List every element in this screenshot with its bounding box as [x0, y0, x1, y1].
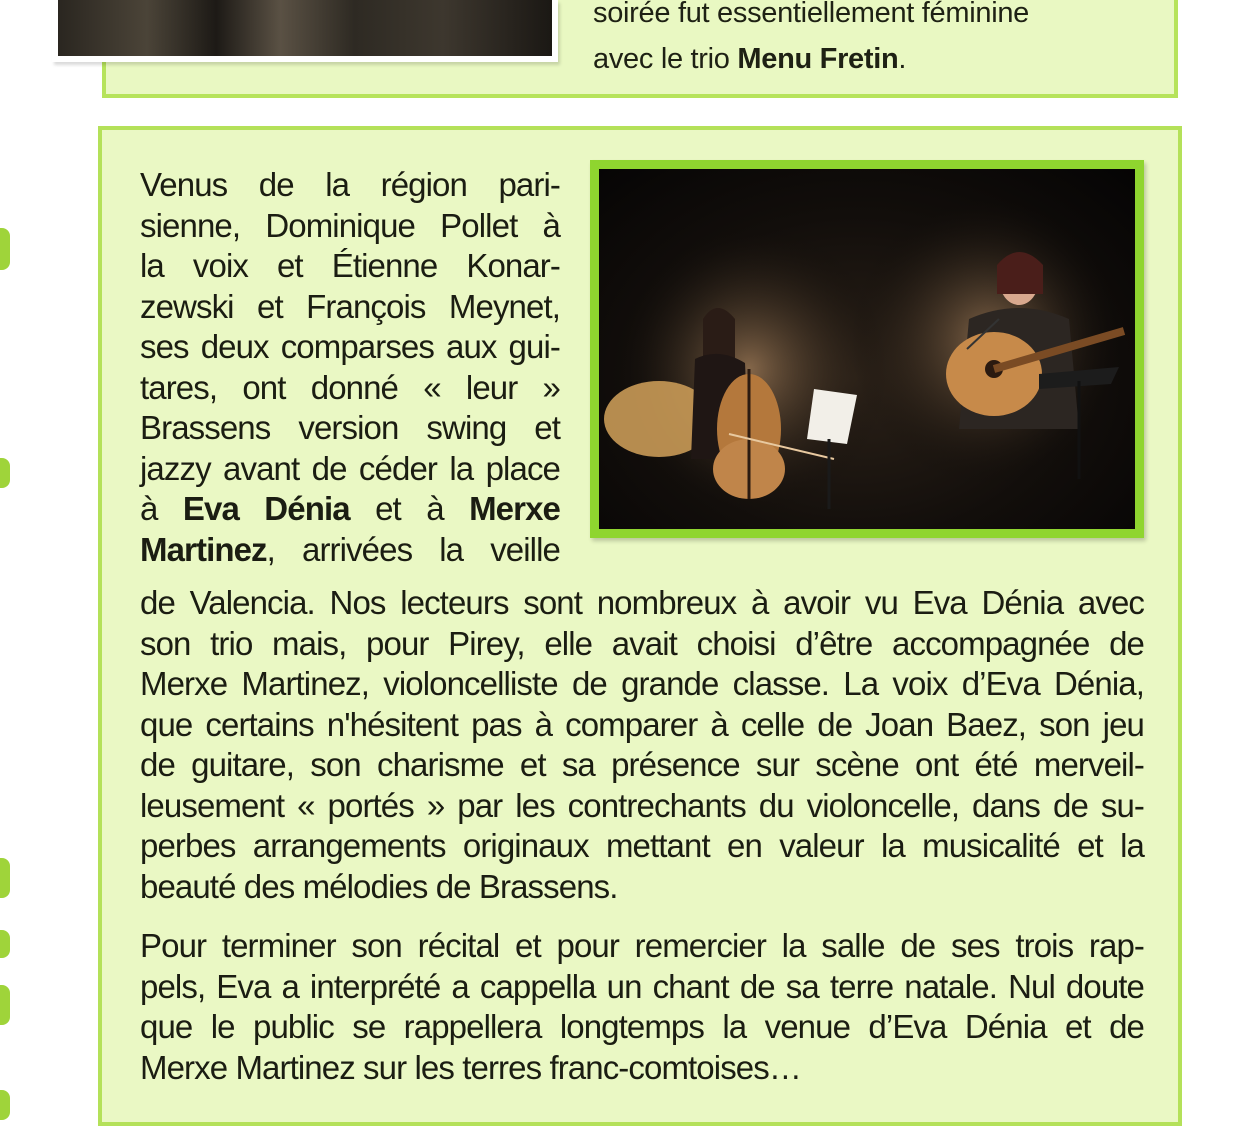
text-line: Pour terminer son récital et pour remercier la salle de ses trois rap- — [140, 927, 1144, 964]
text-line: perbes arrangements originaux mettant en valeur la musicalité et la — [140, 827, 1144, 864]
concert-photo-dark — [58, 0, 552, 56]
concert-illustration — [599, 169, 1135, 529]
page-edge-mark — [0, 930, 10, 958]
text-line: soirée fut essentiellement féminine — [593, 0, 1030, 29]
text-run: avec le trio — [593, 43, 738, 75]
text-line: ses deux comparses aux gui- — [140, 328, 560, 365]
page-edge-mark — [0, 1090, 10, 1120]
text-line: Merxe Martinez sur les terres franc-comtoises… — [140, 1048, 801, 1086]
text-run: à — [140, 490, 183, 527]
artist-name-eva-denia: Eva Dénia — [182, 490, 350, 527]
text-line: son trio mais, pour Pirey, elle avait choisi d’être accompagnée de — [140, 624, 1144, 662]
page-edge-mark — [0, 228, 10, 270]
artist-name-merxe: Merxe — [469, 490, 560, 527]
text-line — [593, 36, 1153, 82]
text-line: que certains n'hésitent pas à comparer à celle de Joan Baez, son jeu — [140, 705, 1144, 743]
article-paragraph-intro — [140, 165, 560, 570]
text-line: jazzy avant de céder la place — [140, 449, 560, 487]
text-line: la voix et Étienne Konar- — [140, 247, 560, 284]
article-paragraph-closing — [140, 926, 1144, 1088]
text-line: zewski et François Meynet, — [140, 287, 560, 325]
text-line — [140, 530, 560, 571]
text-run: , arrivées la veille — [266, 530, 560, 568]
text-run: et à — [349, 490, 470, 527]
text-line: sienne, Dominique Pollet à — [140, 206, 560, 244]
concert-photo-frame — [590, 160, 1144, 538]
text-line: Merxe Martinez, violoncelliste de grande classe. La voix d’Eva Dénia, — [140, 665, 1144, 702]
artist-name-martinez: Martinez — [140, 530, 267, 568]
previous-article-photo — [52, 0, 558, 62]
text-line: beauté des mélodies de Brassens. — [140, 867, 618, 905]
text-line: de Valencia. Nos lecteurs sont nombreux à avoir vu Eva Dénia avec — [140, 584, 1144, 621]
page-edge-mark — [0, 858, 10, 898]
article-paragraph-body — [140, 583, 1144, 907]
concert-photo — [599, 169, 1135, 529]
previous-article-text — [593, 0, 1153, 82]
text-line: que le public se rappellera longtemps la venue d’Eva Dénia et de — [140, 1008, 1144, 1045]
page-edge-mark — [0, 985, 10, 1025]
text-line: leusement « portés » par les contrechants du violoncelle, dans de su- — [140, 786, 1144, 824]
text-line: Venus de la région pari- — [140, 166, 560, 203]
text-run: . — [898, 43, 907, 75]
band-name-menu-fretin: Menu Fretin — [737, 43, 899, 75]
page-edge-mark — [0, 458, 10, 488]
text-line: Brassens version swing et — [140, 409, 560, 446]
text-line: tares, ont donné « leur » — [140, 368, 560, 406]
text-line: de guitare, son charisme et sa présence sur scène ont été merveil- — [140, 746, 1144, 783]
text-line — [140, 489, 560, 530]
text-line: pels, Eva a interprété a cappella un chant de sa terre natale. Nul doute — [140, 967, 1144, 1005]
